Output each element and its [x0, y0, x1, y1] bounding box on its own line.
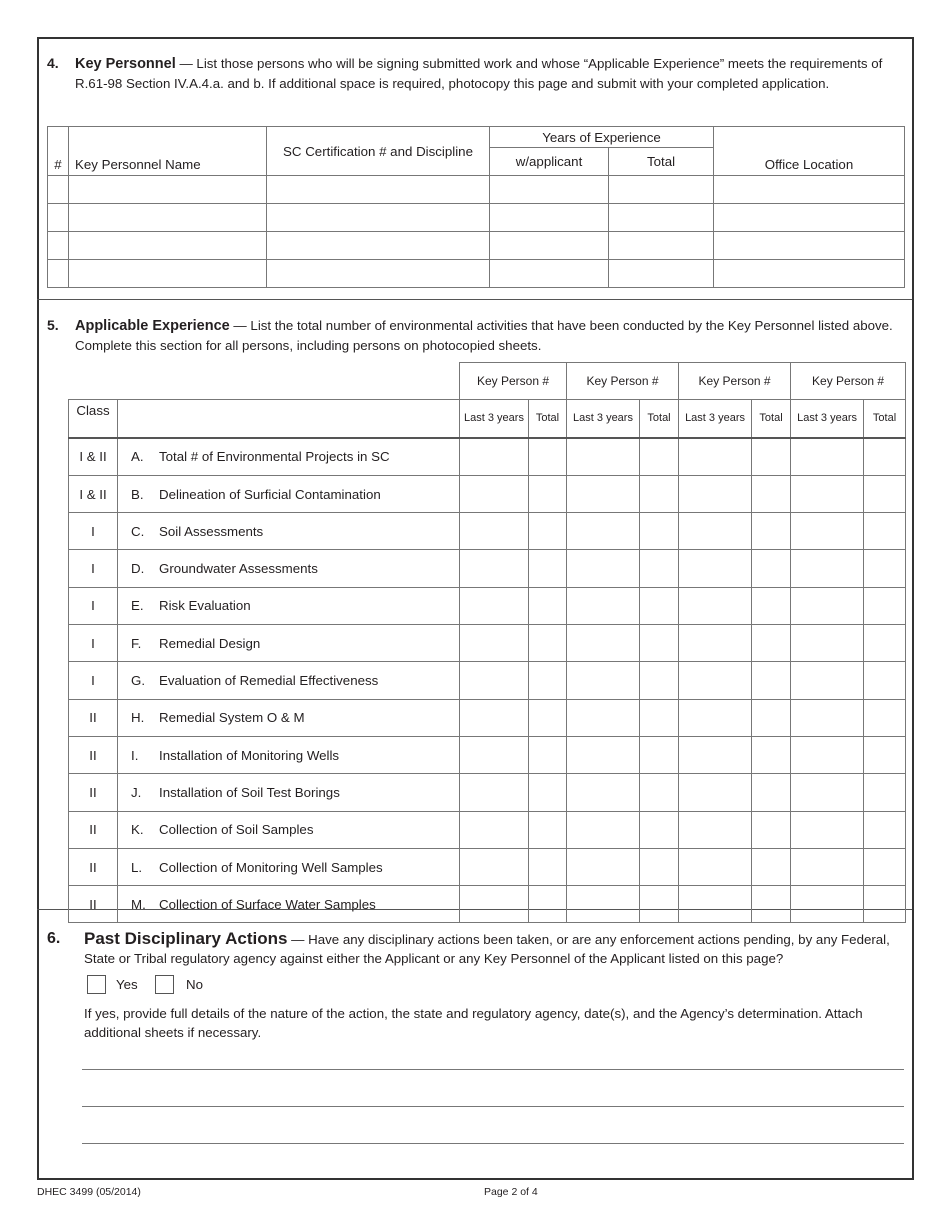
experience-count-cell[interactable] — [752, 699, 791, 736]
experience-count-cell[interactable] — [679, 848, 752, 885]
experience-count-cell[interactable] — [864, 513, 906, 550]
activity-cell — [118, 886, 460, 923]
experience-row — [69, 662, 906, 699]
activity-cell — [118, 587, 460, 624]
experience-count-cell[interactable] — [679, 513, 752, 550]
experience-count-cell[interactable] — [640, 438, 679, 476]
experience-count-cell[interactable] — [529, 550, 567, 587]
class-cell: I — [69, 513, 118, 550]
activity-letter: F. — [131, 635, 142, 651]
col-total: Total — [529, 400, 567, 438]
key-personnel-cell[interactable] — [490, 260, 609, 288]
experience-count-cell[interactable] — [567, 886, 640, 923]
key-personnel-row — [48, 260, 905, 288]
applicable-experience-table — [68, 362, 906, 923]
experience-count-cell[interactable] — [679, 587, 752, 624]
key-personnel-cell[interactable] — [267, 204, 490, 232]
key-personnel-cell[interactable] — [69, 260, 267, 288]
experience-row — [69, 774, 906, 811]
experience-count-cell[interactable] — [864, 587, 906, 624]
section-5-title: Applicable Experience — [75, 318, 230, 334]
experience-count-cell[interactable] — [567, 475, 640, 512]
activity-letter: J. — [131, 784, 142, 800]
yes-label: Yes — [116, 977, 138, 992]
activity-label: Remedial Design — [159, 635, 261, 651]
section-6-intro — [84, 929, 904, 968]
details-line-3[interactable] — [82, 1143, 904, 1144]
experience-count-cell[interactable] — [640, 662, 679, 699]
experience-count-cell[interactable] — [752, 848, 791, 885]
col-last-3-years: Last 3 years — [567, 400, 640, 438]
experience-count-cell[interactable] — [567, 587, 640, 624]
class-cell: I & II — [69, 475, 118, 512]
experience-count-cell[interactable] — [752, 774, 791, 811]
experience-row — [69, 811, 906, 848]
details-line-1[interactable] — [82, 1069, 904, 1070]
experience-count-cell[interactable] — [460, 475, 529, 512]
col-num: # — [48, 127, 69, 176]
experience-count-cell[interactable] — [640, 550, 679, 587]
experience-count-cell[interactable] — [640, 587, 679, 624]
activity-letter: D. — [131, 561, 145, 577]
experience-count-cell[interactable] — [529, 736, 567, 773]
key-personnel-cell[interactable] — [714, 260, 905, 288]
activity-label: Risk Evaluation — [159, 598, 251, 614]
experience-row — [69, 699, 906, 736]
experience-count-cell[interactable] — [460, 513, 529, 550]
class-cell: I — [69, 625, 118, 662]
experience-count-cell[interactable] — [679, 662, 752, 699]
experience-count-cell[interactable] — [529, 625, 567, 662]
key-personnel-row — [48, 232, 905, 260]
class-cell: II — [69, 774, 118, 811]
experience-count-cell[interactable] — [640, 811, 679, 848]
experience-count-cell[interactable] — [752, 438, 791, 476]
key-personnel-row — [48, 204, 905, 232]
experience-count-cell[interactable] — [640, 475, 679, 512]
class-cell: II — [69, 699, 118, 736]
experience-count-cell[interactable] — [529, 438, 567, 476]
key-personnel-cell[interactable] — [48, 260, 69, 288]
experience-count-cell[interactable] — [864, 438, 906, 476]
key-person-header: Key Person # — [679, 363, 791, 400]
experience-count-cell[interactable] — [752, 550, 791, 587]
col-total: Total — [609, 148, 714, 176]
experience-count-cell[interactable] — [460, 438, 529, 476]
experience-count-cell[interactable] — [864, 662, 906, 699]
experience-count-cell[interactable] — [679, 886, 752, 923]
experience-count-cell[interactable] — [864, 848, 906, 885]
activity-letter: L. — [131, 859, 143, 875]
activity-letter: M. — [131, 896, 146, 912]
experience-row — [69, 438, 906, 476]
key-personnel-cell[interactable] — [609, 204, 714, 232]
activity-cell — [118, 513, 460, 550]
experience-count-cell[interactable] — [640, 699, 679, 736]
activity-label: Remedial System O & M — [159, 710, 305, 726]
experience-count-cell[interactable] — [460, 811, 529, 848]
experience-count-cell[interactable] — [460, 774, 529, 811]
section-5-number: 5. — [47, 317, 59, 333]
section-5-intro — [75, 316, 905, 355]
experience-count-cell[interactable] — [529, 811, 567, 848]
activity-letter: C. — [131, 523, 145, 539]
experience-count-cell[interactable] — [864, 625, 906, 662]
key-personnel-cell[interactable] — [490, 176, 609, 204]
experience-count-cell[interactable] — [460, 662, 529, 699]
experience-count-cell[interactable] — [567, 848, 640, 885]
activity-label: Installation of Monitoring Wells — [159, 747, 340, 763]
experience-count-cell[interactable] — [529, 699, 567, 736]
experience-count-cell[interactable] — [640, 625, 679, 662]
experience-row — [69, 550, 906, 587]
experience-count-cell[interactable] — [640, 886, 679, 923]
key-personnel-cell[interactable] — [69, 204, 267, 232]
key-personnel-row — [48, 176, 905, 204]
experience-count-cell[interactable] — [567, 736, 640, 773]
experience-count-cell[interactable] — [791, 625, 864, 662]
activity-cell — [118, 438, 460, 476]
experience-count-cell[interactable] — [640, 513, 679, 550]
experience-count-cell[interactable] — [679, 699, 752, 736]
activity-label: Total # of Environmental Projects in SC — [159, 449, 390, 465]
details-line-2[interactable] — [82, 1106, 904, 1107]
activity-letter: A. — [131, 449, 144, 465]
col-office: Office Location — [714, 127, 905, 176]
class-cell: II — [69, 848, 118, 885]
experience-count-cell[interactable] — [529, 587, 567, 624]
col-last-3-years: Last 3 years — [460, 400, 529, 438]
key-personnel-cell[interactable] — [490, 232, 609, 260]
section-6-number: 6. — [47, 930, 61, 947]
section-6-details-instructions: If yes, provide full details of the nature of the action, the state and regulatory agency, date(s), and the Agency’s determination. Attach additional sheets if necessary. — [84, 1006, 863, 1040]
experience-count-cell[interactable] — [529, 774, 567, 811]
experience-count-cell[interactable] — [567, 662, 640, 699]
experience-count-cell[interactable] — [752, 475, 791, 512]
key-personnel-cell[interactable] — [490, 204, 609, 232]
activity-cell — [118, 736, 460, 773]
experience-row — [69, 475, 906, 512]
experience-count-cell[interactable] — [791, 513, 864, 550]
experience-count-cell[interactable] — [752, 662, 791, 699]
experience-count-cell[interactable] — [567, 550, 640, 587]
key-person-header: Key Person # — [460, 363, 567, 400]
experience-count-cell[interactable] — [864, 550, 906, 587]
class-cell: I & II — [69, 438, 118, 476]
activity-letter: I. — [131, 747, 139, 763]
key-person-header: Key Person # — [567, 363, 679, 400]
experience-row — [69, 886, 906, 923]
section-4-text: — List those persons who will be signing submitted work and whose “Applicable Experience” meets the requirements of R.61-98 Section IV.A.4.a. and b. If additional space is required, photocopy this page and submit with your completed application. — [75, 56, 883, 91]
experience-count-cell[interactable] — [752, 736, 791, 773]
experience-count-cell[interactable] — [460, 886, 529, 923]
experience-count-cell[interactable] — [791, 699, 864, 736]
experience-count-cell[interactable] — [679, 811, 752, 848]
section-4-title: Key Personnel — [75, 56, 176, 72]
class-cell: II — [69, 811, 118, 848]
experience-count-cell[interactable] — [460, 550, 529, 587]
experience-count-cell[interactable] — [567, 438, 640, 476]
no-checkbox[interactable] — [155, 975, 174, 994]
experience-count-cell[interactable] — [864, 699, 906, 736]
section-6-title: Past Disciplinary Actions — [84, 929, 288, 948]
experience-count-cell[interactable] — [864, 886, 906, 923]
key-personnel-cell[interactable] — [714, 176, 905, 204]
experience-count-cell[interactable] — [864, 811, 906, 848]
experience-count-cell[interactable] — [567, 811, 640, 848]
activity-letter: B. — [131, 486, 144, 502]
class-cell: II — [69, 886, 118, 923]
activity-letter: K. — [131, 822, 144, 838]
experience-count-cell[interactable] — [640, 848, 679, 885]
section-5-text: — List the total number of environmental activities that have been conducted by the Key Personnel listed above. Complete this section for all persons, including persons on photocopied sheets. — [75, 318, 893, 353]
section-6-text: — Have any disciplinary actions been taken, or are any enforcement actions pending, by any Federal, State or Tribal regulatory agency against either the Applicant or any Key Personnel of the Applicant listed on this page? — [84, 932, 890, 966]
experience-count-cell[interactable] — [529, 848, 567, 885]
key-personnel-cell[interactable] — [609, 260, 714, 288]
class-cell: I — [69, 550, 118, 587]
experience-count-cell[interactable] — [791, 848, 864, 885]
activity-cell — [118, 811, 460, 848]
key-personnel-cell[interactable] — [714, 204, 905, 232]
experience-count-cell[interactable] — [791, 811, 864, 848]
col-last-3-years: Last 3 years — [791, 400, 864, 438]
experience-count-cell[interactable] — [752, 625, 791, 662]
class-cell: II — [69, 736, 118, 773]
experience-count-cell[interactable] — [640, 774, 679, 811]
activity-letter: E. — [131, 598, 144, 614]
activity-cell — [118, 699, 460, 736]
experience-count-cell[interactable] — [791, 736, 864, 773]
experience-count-cell[interactable] — [567, 699, 640, 736]
experience-count-cell[interactable] — [791, 886, 864, 923]
key-personnel-cell[interactable] — [714, 232, 905, 260]
key-personnel-table — [47, 126, 905, 288]
experience-count-cell[interactable] — [460, 699, 529, 736]
experience-count-cell[interactable] — [791, 475, 864, 512]
experience-row — [69, 587, 906, 624]
experience-count-cell[interactable] — [791, 587, 864, 624]
experience-count-cell[interactable] — [791, 774, 864, 811]
key-personnel-cell[interactable] — [69, 176, 267, 204]
experience-count-cell[interactable] — [791, 438, 864, 476]
class-cell: I — [69, 587, 118, 624]
experience-count-cell[interactable] — [679, 475, 752, 512]
activity-cell — [118, 662, 460, 699]
activity-cell — [118, 550, 460, 587]
key-personnel-cell[interactable] — [48, 204, 69, 232]
activity-letter: G. — [131, 673, 146, 689]
key-personnel-cell[interactable] — [267, 260, 490, 288]
key-personnel-cell[interactable] — [48, 176, 69, 204]
key-personnel-cell[interactable] — [69, 232, 267, 260]
experience-count-cell[interactable] — [752, 811, 791, 848]
col-last-3-years: Last 3 years — [679, 400, 752, 438]
col-total: Total — [752, 400, 791, 438]
experience-count-cell[interactable] — [460, 625, 529, 662]
activity-label: Collection of Monitoring Well Samples — [159, 859, 383, 875]
col-total: Total — [864, 400, 906, 438]
experience-count-cell[interactable] — [679, 736, 752, 773]
activity-label: Collection of Soil Samples — [159, 822, 314, 838]
experience-count-cell[interactable] — [529, 513, 567, 550]
experience-count-cell[interactable] — [752, 513, 791, 550]
activity-cell — [118, 475, 460, 512]
experience-row — [69, 848, 906, 885]
section-4-number: 4. — [47, 55, 59, 71]
experience-count-cell[interactable] — [529, 886, 567, 923]
col-total: Total — [640, 400, 679, 438]
experience-count-cell[interactable] — [460, 587, 529, 624]
experience-count-cell[interactable] — [567, 774, 640, 811]
experience-count-cell[interactable] — [752, 886, 791, 923]
key-personnel-cell[interactable] — [267, 232, 490, 260]
experience-row — [69, 736, 906, 773]
col-cert: SC Certification # and Discipline — [267, 127, 490, 176]
experience-row — [69, 625, 906, 662]
experience-row — [69, 513, 906, 550]
activity-label: Soil Assessments — [159, 523, 264, 539]
activity-cell — [118, 848, 460, 885]
yes-checkbox[interactable] — [87, 975, 106, 994]
key-personnel-cell[interactable] — [267, 176, 490, 204]
form-number: DHEC 3499 (05/2014) — [37, 1186, 141, 1198]
activity-label: Evaluation of Remedial Effectiveness — [159, 673, 379, 689]
no-label: No — [186, 977, 203, 992]
activity-label: Groundwater Assessments — [159, 561, 318, 577]
key-person-header: Key Person # — [791, 363, 906, 400]
col-class: Class — [69, 400, 118, 438]
class-cell: I — [69, 662, 118, 699]
experience-count-cell[interactable] — [752, 587, 791, 624]
experience-count-cell[interactable] — [864, 475, 906, 512]
experience-count-cell[interactable] — [679, 550, 752, 587]
experience-count-cell[interactable] — [529, 475, 567, 512]
key-personnel-cell[interactable] — [609, 232, 714, 260]
activity-label: Collection of Surface Water Samples — [159, 896, 376, 912]
experience-count-cell[interactable] — [640, 736, 679, 773]
section-4-intro — [75, 54, 905, 93]
col-years: Years of Experience — [490, 127, 714, 148]
experience-count-cell[interactable] — [567, 513, 640, 550]
experience-count-cell[interactable] — [864, 774, 906, 811]
experience-count-cell[interactable] — [679, 774, 752, 811]
activity-label: Delineation of Surficial Contamination — [159, 486, 381, 502]
experience-count-cell[interactable] — [791, 662, 864, 699]
experience-count-cell[interactable] — [567, 625, 640, 662]
activity-letter: H. — [131, 710, 145, 726]
activity-label: Installation of Soil Test Borings — [159, 784, 340, 800]
experience-count-cell[interactable] — [791, 550, 864, 587]
activity-cell — [118, 774, 460, 811]
experience-count-cell[interactable] — [864, 736, 906, 773]
experience-count-cell[interactable] — [460, 736, 529, 773]
experience-count-cell[interactable] — [679, 625, 752, 662]
activity-cell — [118, 625, 460, 662]
key-personnel-cell[interactable] — [48, 232, 69, 260]
experience-count-cell[interactable] — [679, 438, 752, 476]
divider — [37, 299, 912, 300]
key-personnel-cell[interactable] — [609, 176, 714, 204]
col-name: Key Personnel Name — [69, 127, 267, 176]
col-with-applicant: w/applicant — [490, 148, 609, 176]
page-number: Page 2 of 4 — [484, 1186, 538, 1198]
experience-count-cell[interactable] — [529, 662, 567, 699]
experience-count-cell[interactable] — [460, 848, 529, 885]
